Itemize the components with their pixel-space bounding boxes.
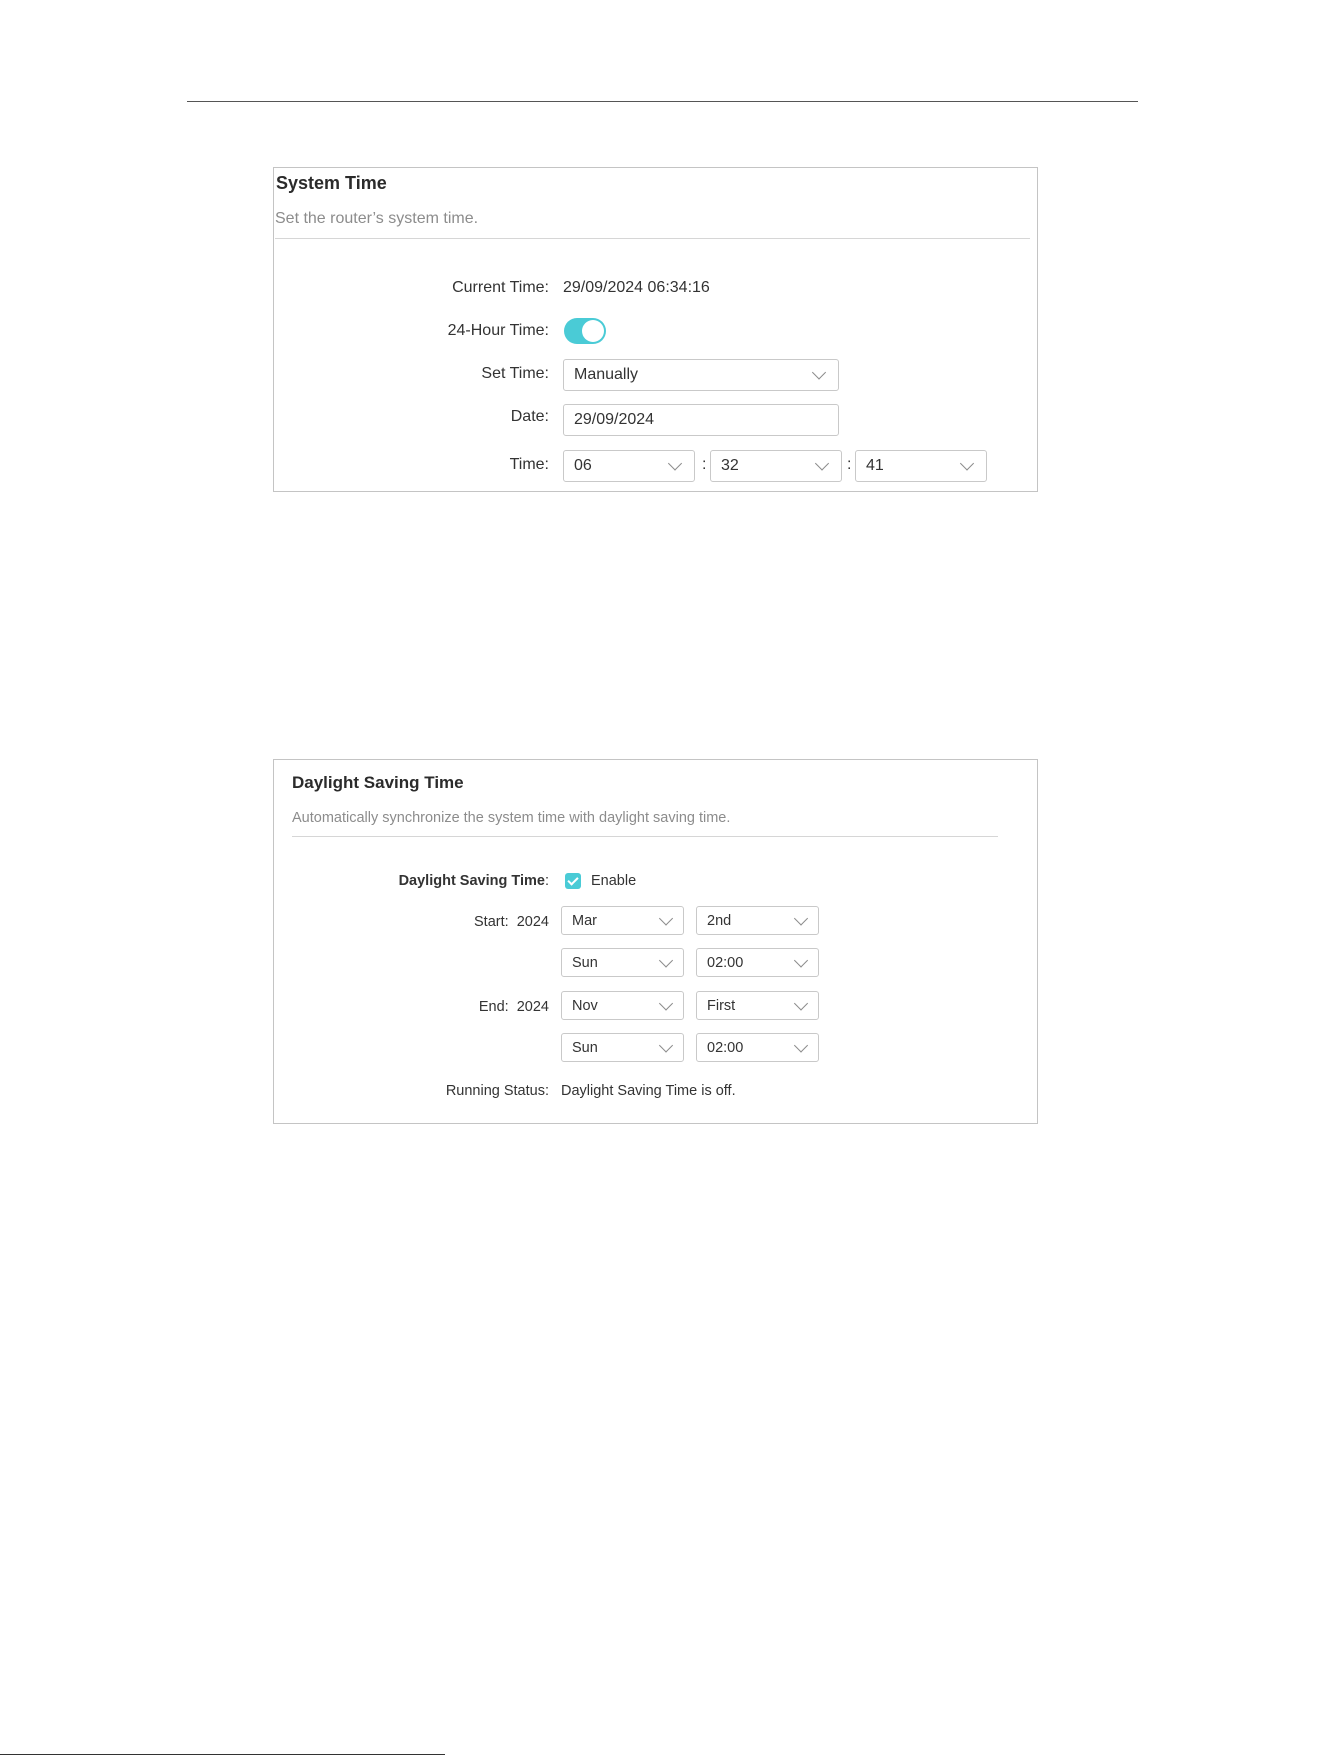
end-time-select[interactable] bbox=[696, 1033, 819, 1062]
hour-value: 06 bbox=[574, 457, 592, 474]
hour24-toggle[interactable] bbox=[564, 318, 606, 344]
set-time-value: Manually bbox=[574, 366, 639, 383]
time-label: Time: bbox=[509, 456, 549, 473]
chevron-down-icon bbox=[659, 1038, 673, 1052]
enable-checkbox[interactable] bbox=[565, 873, 581, 889]
date-input[interactable] bbox=[563, 404, 839, 436]
set-time-select[interactable] bbox=[563, 359, 839, 391]
chevron-down-icon bbox=[960, 456, 974, 470]
enable-label: Enable bbox=[591, 873, 637, 889]
dst-label bbox=[399, 873, 549, 889]
date-value: 29/09/2024 bbox=[574, 411, 655, 428]
chevron-down-icon bbox=[659, 996, 673, 1010]
chevron-down-icon bbox=[812, 365, 826, 379]
system-time-subtitle: Set the router’s system time. bbox=[275, 210, 479, 227]
chevron-down-icon bbox=[794, 911, 808, 925]
end-day-select[interactable] bbox=[561, 1033, 684, 1062]
end-week-value: First bbox=[707, 997, 736, 1014]
start-day-select[interactable] bbox=[561, 948, 684, 977]
end-time-value: 02:00 bbox=[707, 1039, 744, 1056]
end-day-value: Sun bbox=[572, 1039, 598, 1056]
running-status-label: Running Status: bbox=[445, 1083, 549, 1099]
chevron-down-icon bbox=[794, 996, 808, 1010]
system-time-divider bbox=[275, 238, 1030, 239]
chevron-down-icon bbox=[794, 953, 808, 967]
second-select[interactable] bbox=[855, 450, 987, 482]
checkmark-icon bbox=[567, 874, 578, 885]
dst-title: Daylight Saving Time bbox=[292, 773, 464, 792]
hour-select[interactable] bbox=[563, 450, 695, 482]
start-day-value: Sun bbox=[572, 954, 598, 971]
chevron-down-icon bbox=[794, 1038, 808, 1052]
second-value: 41 bbox=[866, 457, 884, 474]
hour24-label: 24-Hour Time: bbox=[447, 322, 549, 339]
chevron-down-icon bbox=[668, 456, 682, 470]
current-time-label: Current Time: bbox=[452, 279, 549, 296]
start-year: 2024 bbox=[516, 914, 549, 930]
current-time-value: 29/09/2024 06:34:16 bbox=[563, 279, 710, 296]
dst-divider bbox=[292, 836, 998, 837]
end-month-select[interactable] bbox=[561, 991, 684, 1020]
system-time-panel bbox=[273, 167, 1038, 492]
chevron-down-icon bbox=[659, 953, 673, 967]
chevron-down-icon bbox=[659, 911, 673, 925]
end-year: 2024 bbox=[516, 999, 549, 1015]
start-month-value: Mar bbox=[572, 912, 597, 929]
start-time-select[interactable] bbox=[696, 948, 819, 977]
dst-label-text: Daylight Saving Time bbox=[398, 873, 545, 889]
system-time-title: System Time bbox=[276, 173, 387, 193]
dst-label-colon: : bbox=[544, 873, 549, 889]
running-status-value: Daylight Saving Time is off. bbox=[561, 1083, 736, 1099]
dst-subtitle: Automatically synchronize the system time with daylight saving time. bbox=[292, 810, 731, 826]
dst-panel bbox=[273, 759, 1038, 1124]
time-separator: : bbox=[847, 456, 852, 473]
chevron-down-icon bbox=[815, 456, 829, 470]
time-separator: : bbox=[702, 456, 707, 473]
end-label bbox=[479, 999, 549, 1015]
end-week-select[interactable] bbox=[696, 991, 819, 1020]
end-label-text: End: bbox=[478, 999, 509, 1015]
page-header-rule bbox=[187, 101, 1138, 102]
date-label: Date: bbox=[510, 408, 549, 425]
start-week-value: 2nd bbox=[707, 912, 732, 929]
start-time-value: 02:00 bbox=[707, 954, 744, 971]
start-week-select[interactable] bbox=[696, 906, 819, 935]
start-label-text: Start: bbox=[474, 914, 509, 930]
end-month-value: Nov bbox=[572, 997, 598, 1014]
minute-select[interactable] bbox=[710, 450, 842, 482]
set-time-label: Set Time: bbox=[481, 365, 549, 382]
toggle-knob bbox=[582, 320, 604, 342]
page-footer-rule bbox=[0, 1754, 445, 1755]
start-label bbox=[474, 914, 549, 930]
minute-value: 32 bbox=[721, 457, 739, 474]
start-month-select[interactable] bbox=[561, 906, 684, 935]
